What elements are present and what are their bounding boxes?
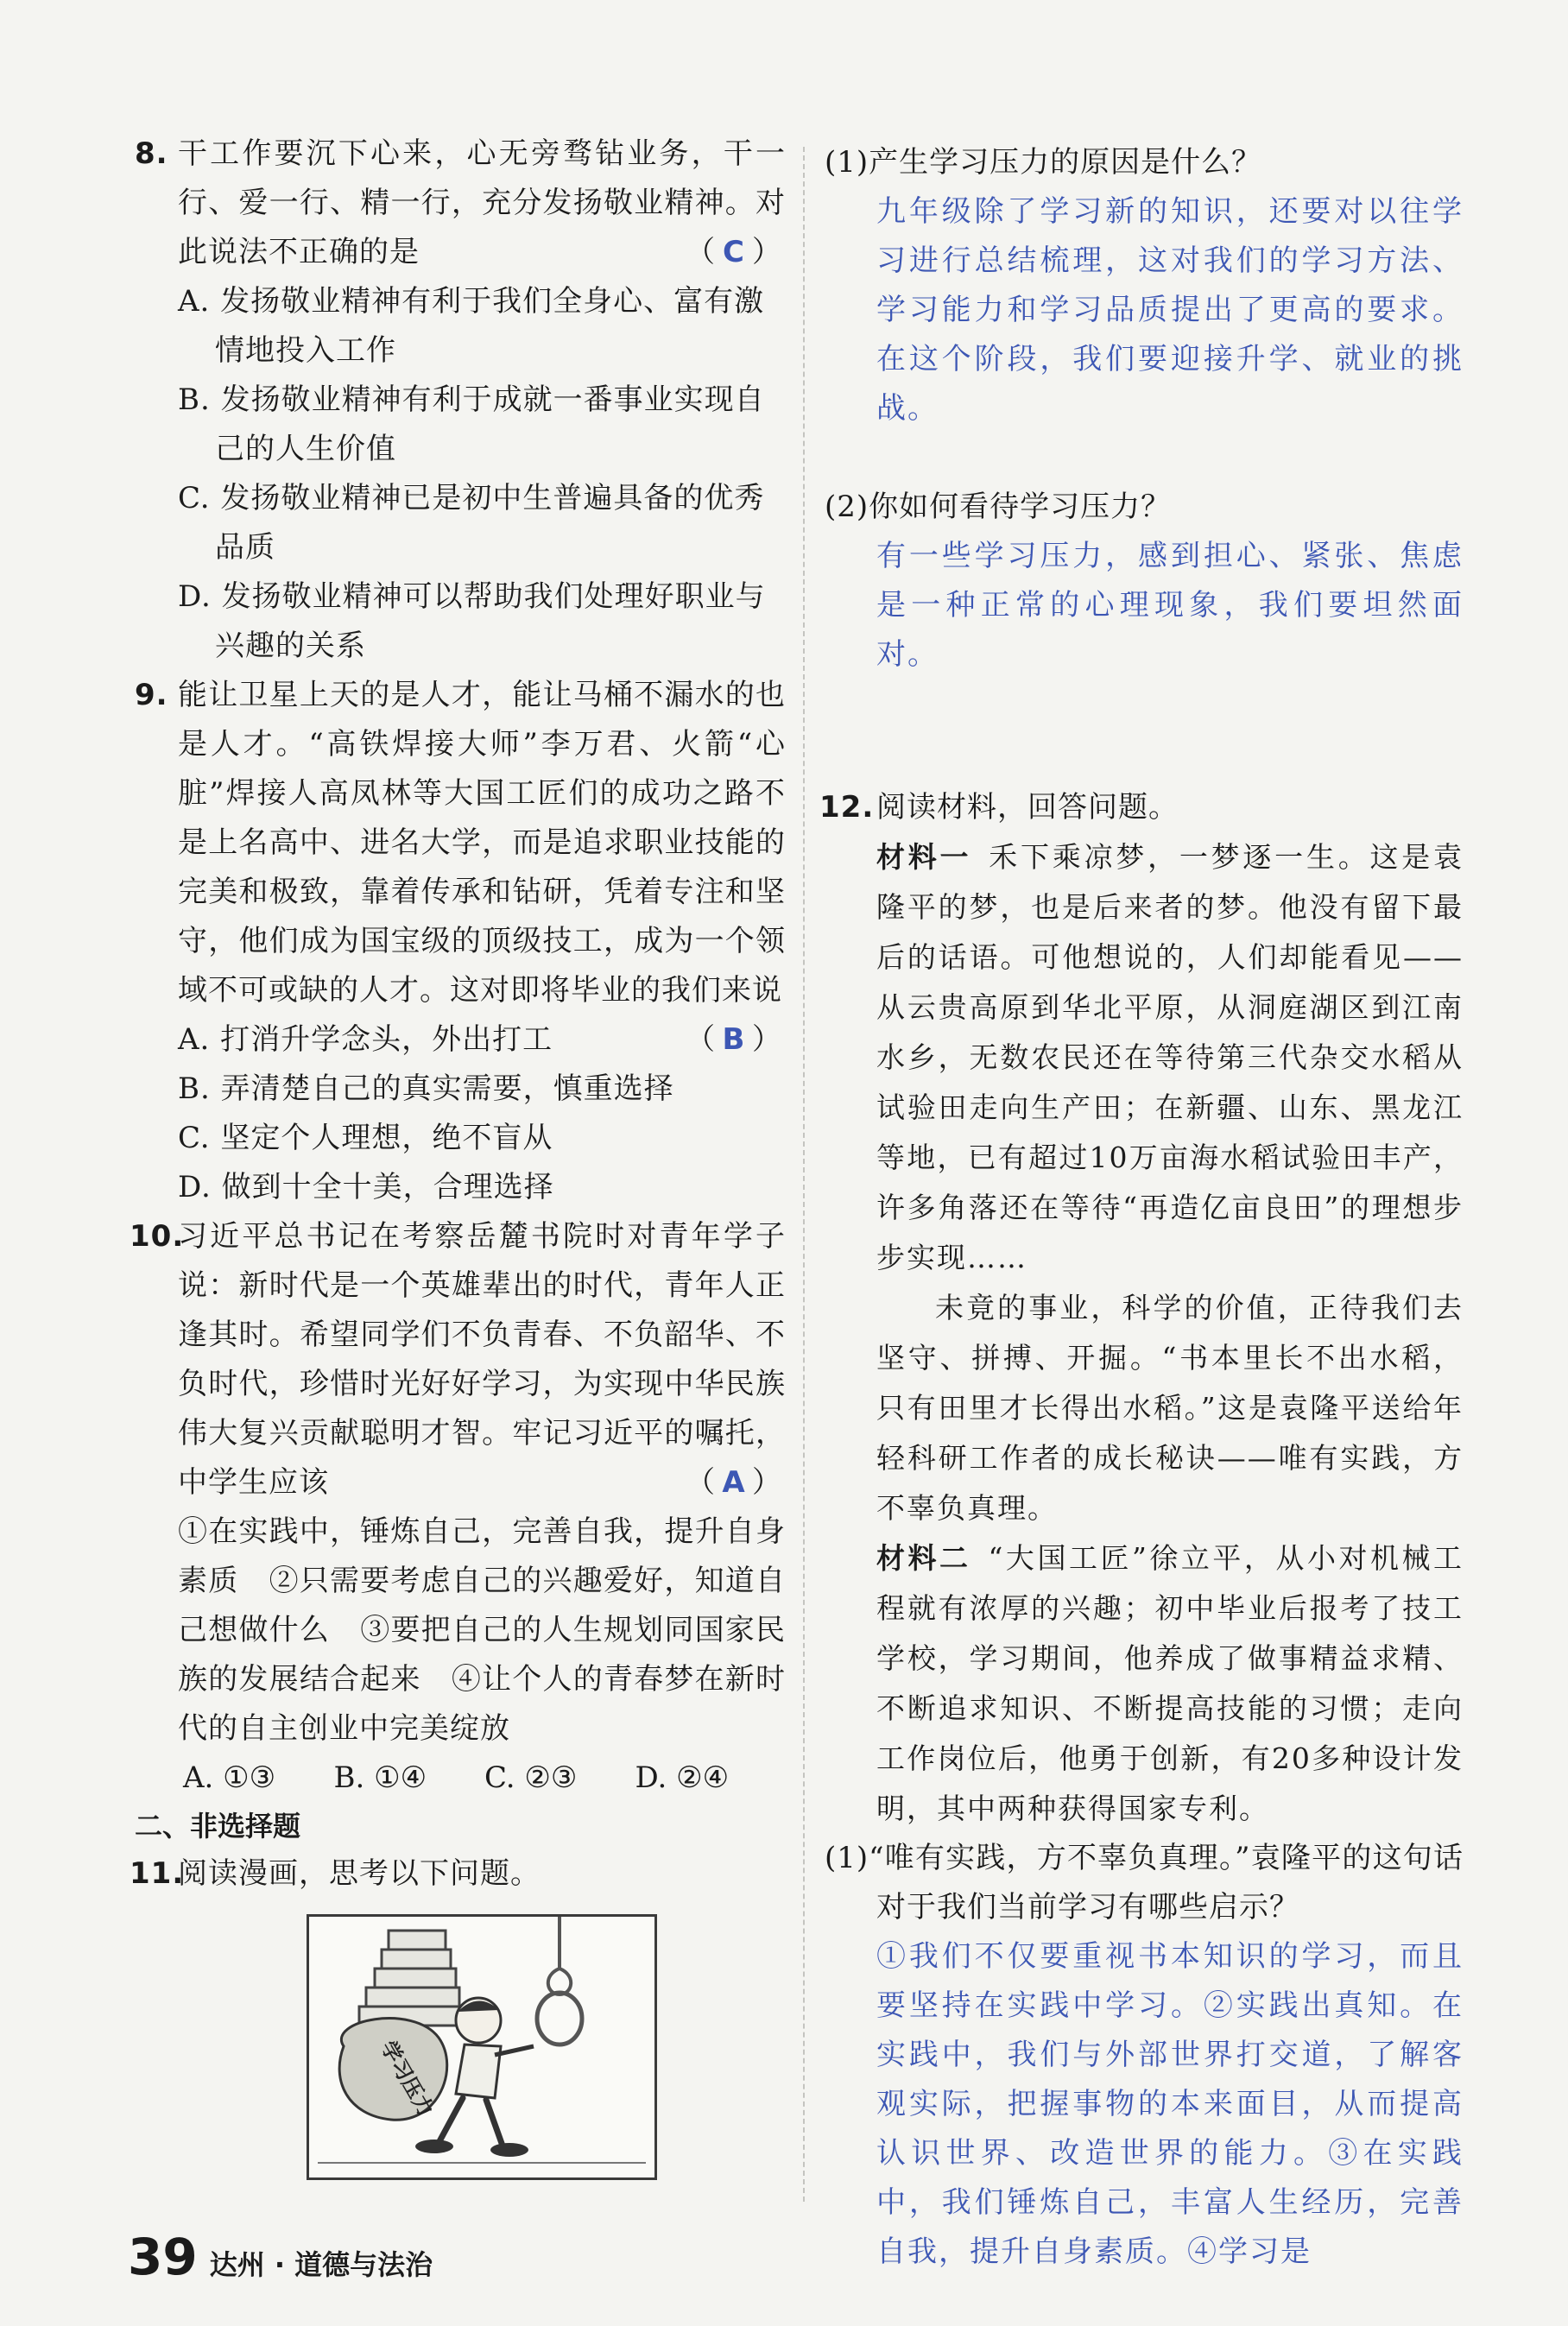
answer-bracket: （ C ） [686,228,786,277]
choice: B. ①④ [333,1760,427,1795]
material-text: “大国工匠”徐立平，从小对机械工程就有浓厚的兴趣；初中毕业后报考了技工学校，学习期间，他养成了做事精益求精、不断追求知识、不断提高技能的习惯；走向工作岗位后，他勇于创新，有20多种设计发明，其中两种获得国家专利。 [876,1541,1464,1825]
answer-mark: A [722,1465,746,1500]
page-footer [128,2228,433,2286]
answer-bracket: （ B ） [686,1015,786,1065]
question-8 [130,130,786,671]
right-column [819,138,1464,2277]
left-column [130,130,786,2180]
question-stem: 阅读材料，回答问题。 [876,790,1179,825]
option: C. 坚定个人理想，绝不盲从 [178,1121,553,1155]
question-stem: 习近平总书记在考察岳麓书院时对青年学子说：新时代是一个英雄辈出的时代，青年人正逢其时。希望同学们不负青春、不负韶华、不负时代，珍惜时光好好学习，为实现中华民族伟大复兴贡献聪明才智。牢记习近平的嘱托，中学生应该 [178,1219,786,1500]
column-divider [803,147,805,2202]
answer-mark: B [722,1022,746,1057]
question-stem: 阅读漫画，思考以下问题。 [178,1856,541,1891]
section-heading: 二、非选择题 [135,1810,301,1842]
sub-question: (1)产生学习压力的原因是什么？ [825,145,1262,180]
question-stem: 能让卫星上天的是人才，能让马桶不漏水的也是人才。“高铁焊接大师”李万君、火箭“心脏”焊接人高凤林等大国工匠们的成功之路不是上名高中、进名大学，而是追求职业技能的完美和极致，靠着传承和钻研，凭着专注和坚守，他们成为国宝级的顶级技工，成为一个领域不可或缺的人才。这对即将毕业的我们来说 [178,678,786,1008]
question-9 [130,671,786,1212]
choice: A. ①③ [183,1760,276,1795]
option: A. 发扬敬业精神有利于我们全身心、富有激情地投入工作 [178,284,765,368]
handwritten-answer: 有一些学习压力，感到担心、紧张、焦虑是一种正常的心理现象，我们要坦然面对。 [876,539,1464,672]
option: B. 发扬敬业精神有利于成就一番事业实现自己的人生价值 [178,382,765,466]
material-label: 材料二 [876,1541,971,1575]
question-11 [130,1849,786,2180]
sub-question: (1)“唯有实践，方不辜负真理。”袁隆平的这句话对于我们当前学习有哪些启示？ [825,1841,1464,1925]
choice: D. ②④ [635,1760,730,1795]
question-stem: 干工作要沉下心来，心无旁骛钻业务，干一行、爱一行、精一行，充分发扬敬业精神。对此说法不正确的是 [178,136,786,269]
question-number: 9. [135,678,168,712]
material-text: 禾下乘凉梦，一梦逐一生。这是袁隆平的梦，也是后来者的梦。他没有留下最后的话语。可他想说的，人们却能看见——从云贵高原到华北平原，从洞庭湖区到江南水乡，无数农民还在等待第三代杂交水稻从试验田走向生产田；在新疆、山东、黑龙江等地，已有超过10万亩海水稻试验田丰产，许多角落还在等待“再造亿亩良田”的理想步步实现…… [876,840,1464,1274]
question-number: 12. [819,790,875,825]
option: B. 弄清楚自己的真实需要，慎重选择 [178,1071,674,1106]
handwritten-answer: 九年级除了学习新的知识，还要对以往学习进行总结梳理，这对我们的学习方法、学习能力和学习品质提出了更高的要求。在这个阶段，我们要迎接升学、就业的挑战。 [876,194,1464,426]
comic-label: 学习压力 [376,2036,439,2121]
question-number: 11. [130,1856,185,1891]
material-2 [825,1533,1464,1834]
material-text: 未竟的事业，科学的价值，正待我们去坚守、拼搏、开掘。“书本里长不出水稻，只有田里才长得出水稻。”这是袁隆平送给年轻科研工作者的成长秘诀——唯有实践，方不辜负真理。 [876,1291,1464,1525]
book-title: 达州 · 道德与法治 [209,2248,433,2281]
page-number: 39 [128,2228,198,2286]
question-number: 10. [130,1219,185,1254]
option: A. 打消升学念头，外出打工 [178,1022,553,1057]
question-11-answers [825,138,1464,679]
answer-bracket: （ A ） [686,1458,786,1507]
option: D. 做到十全十美，合理选择 [178,1170,554,1204]
numbered-items: ①在实践中，锤炼自己，完善自我，提升自身素质 ②只需要考虑自己的兴趣爱好，知道自己想做什么 ③要把自己的人生规划同国家民族的发展结合起来 ④让个人的青春梦在新时代的自主创业中完美绽放 [178,1514,786,1746]
question-number: 8. [135,136,168,171]
handwritten-answer: ①我们不仅要重视书本知识的学习，而且要坚持在实践中学习。②实践出真知。在实践中，我们与外部世界打交道，了解客观实际，把握事物的本来面目，从而提高认识世界、改造世界的能力。③在实践中，我们锤炼自己，丰富人生经历，完善自我，提升自身素质。④学习是 [876,1939,1464,2269]
material-label: 材料一 [876,840,972,874]
option: D. 发扬敬业精神可以帮助我们处理好职业与兴趣的关系 [178,579,766,663]
material-1 [825,832,1464,1533]
question-12 [819,783,1464,2277]
question-10 [130,1212,786,1803]
choice-row [130,1754,786,1803]
cartoon-student-carrying-stairs [309,1917,654,2177]
comic-illustration [307,1914,657,2180]
sub-question: (2)你如何看待学习压力？ [825,490,1172,524]
choice: C. ②③ [484,1760,578,1795]
option: C. 发扬敬业精神已是初中生普遍具备的优秀品质 [178,481,765,565]
answer-mark: C [723,235,745,269]
